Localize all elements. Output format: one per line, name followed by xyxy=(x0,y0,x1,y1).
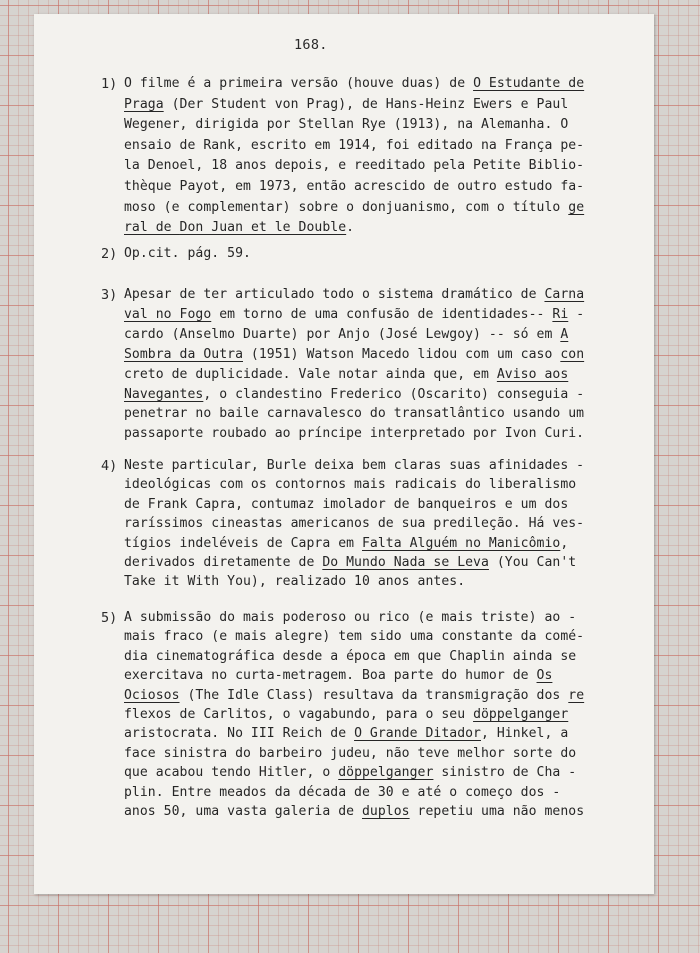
text-run: , o clandestino Frederico (Oscarito) conseguia - xyxy=(203,386,585,402)
text-run: repetiu uma não menos xyxy=(409,804,585,819)
text-run: face sinistra do barbeiro judeu, não teve melhor sorte do xyxy=(124,745,577,761)
footnote-number: 1) xyxy=(101,76,118,92)
text-run: anos 50, uma vasta galeria de xyxy=(124,804,362,819)
footnote-line xyxy=(124,158,584,173)
footnote-line xyxy=(124,347,584,362)
page-number: 168. xyxy=(294,37,328,53)
footnote-line xyxy=(124,387,584,402)
text-run: em torno de uma confusão de identidades-- xyxy=(211,306,553,322)
underlined-title: Sombra da Outra xyxy=(124,346,243,362)
text-run: flexos de Carlitos, o vagabundo, para o seu xyxy=(124,707,474,722)
text-run: mais fraco (e mais alegre) tem sido uma constante da comé- xyxy=(124,629,585,645)
underlined-title: A xyxy=(560,326,569,342)
text-run: passaporte roubado ao príncipe interpretado por Ivon Curi. xyxy=(124,426,585,442)
footnote-line xyxy=(124,688,584,703)
footnote-line xyxy=(124,765,576,780)
text-run: de Frank Capra, contumaz imolador de banqueiros e um dos xyxy=(124,496,569,512)
underlined-title: Navegantes xyxy=(124,386,204,402)
text-run: dia cinematográfica desde a época em que Chaplin ainda se xyxy=(124,648,577,664)
text-run: (You Can't xyxy=(488,555,577,570)
footnote-line xyxy=(124,97,568,112)
underlined-title: Don Juan et le Double xyxy=(179,220,347,236)
footnote-line xyxy=(124,138,584,153)
underlined-title: ral de xyxy=(124,220,180,236)
footnote-number: 2) xyxy=(101,246,118,262)
underlined-title: ge xyxy=(568,199,585,215)
underlined-title: val no Fogo xyxy=(124,306,212,322)
underlined-title: Praga xyxy=(124,96,164,112)
footnote-line xyxy=(124,287,584,302)
footnote-number: 3) xyxy=(101,287,118,303)
footnote-line xyxy=(124,610,576,625)
text-run: , xyxy=(560,535,569,551)
underlined-title: Ri xyxy=(552,306,569,322)
footnote-line xyxy=(124,307,584,322)
footnote-line xyxy=(124,477,576,492)
text-run: Op.cit. pág. 59. xyxy=(124,246,251,261)
text-run: Wegener, dirigida por Stellan Rye (1913), na Alemanha. O xyxy=(124,117,569,133)
footnote-line xyxy=(124,746,576,761)
footnote-line xyxy=(124,574,465,589)
footnote-line xyxy=(124,668,552,683)
text-run: cardo (Anselmo Duarte) por Anjo (José Lewgoy) -- só em xyxy=(124,326,561,342)
underlined-title: Ociosos xyxy=(124,687,180,703)
text-run: derivados diretamente de xyxy=(124,555,323,570)
footnote-line xyxy=(124,76,584,91)
text-run: raríssimos cineastas americanos de sua predileção. Há ves- xyxy=(124,516,585,532)
footnote-line xyxy=(124,516,584,531)
underlined-title: Carna xyxy=(544,287,585,302)
underlined-title: döppelganger xyxy=(473,707,569,722)
footnote-line xyxy=(124,536,568,551)
underlined-title: Aviso aos xyxy=(496,366,569,382)
footnote-line xyxy=(124,426,584,441)
text-run: aristocrata. No III Reich de xyxy=(124,726,355,742)
footnote-line xyxy=(124,220,354,235)
text-run: Take it With You), realizado 10 anos antes. xyxy=(124,574,466,590)
footnote-line xyxy=(124,200,584,215)
footnote-line xyxy=(124,458,584,473)
text-run: ensaio de Rank, escrito em 1914, foi editado na França pe- xyxy=(124,137,585,153)
footnote-line xyxy=(124,367,568,382)
underlined-title: O Estudante de xyxy=(473,76,585,91)
text-run: , Hinkel, a xyxy=(481,726,569,742)
underlined-title: döppelganger xyxy=(338,765,434,781)
text-run: O filme é a primeira versão (houve duas) de xyxy=(124,76,474,91)
underlined-title: Falta Alguém no Manicômio xyxy=(362,535,561,551)
underlined-title: O Grande Ditador xyxy=(354,726,481,742)
text-run: penetrar no baile carnavalesco do transatlântico usando um xyxy=(124,406,585,422)
footnote-number: 4) xyxy=(101,458,118,474)
text-run: . xyxy=(346,220,355,236)
text-run: exercitava no curta-metragem. Boa parte do humor de xyxy=(124,668,537,684)
footnote-line xyxy=(124,555,576,570)
text-run: A submissão do mais poderoso ou rico (e mais triste) ao - xyxy=(124,610,577,625)
text-run: Neste particular, Burle deixa bem claras suas afinidades - xyxy=(124,458,585,473)
underlined-title: Do Mundo Nada se Leva xyxy=(322,555,489,570)
underlined-title: Os xyxy=(536,668,553,684)
footnote-line xyxy=(124,649,576,664)
footnote-line xyxy=(124,629,584,644)
text-run: thèque Payot, em 1973, então acrescido de outro estudo fa- xyxy=(124,179,585,194)
text-run: creto de duplicidade. Vale notar ainda que, em xyxy=(124,366,497,382)
footnote-line xyxy=(124,785,560,800)
underlined-title: duplos xyxy=(362,804,410,819)
text-run: sinistro de Cha - xyxy=(433,765,577,781)
footnote-line xyxy=(124,117,568,132)
text-run: Apesar de ter articulado todo o sistema dramático de xyxy=(124,287,545,302)
footnote-line xyxy=(124,726,568,741)
text-run: (Der Student von Prag), de Hans-Heinz Ewers e Paul xyxy=(163,96,569,112)
footnote-line xyxy=(124,804,584,819)
text-run: ideológicas com os contornos mais radicais do liberalismo xyxy=(124,477,577,493)
text-run: (The Idle Class) resultava da transmigração dos xyxy=(179,687,569,703)
footnote-line xyxy=(124,406,584,421)
text-run: la Denoel, 18 anos depois, e reeditado pela Petite Biblio- xyxy=(124,158,585,174)
footnote-line xyxy=(124,246,251,261)
underlined-title: con xyxy=(560,346,585,362)
footnote-line xyxy=(124,497,568,512)
footnote-line xyxy=(124,179,584,194)
text-run: moso (e complementar) sobre o donjuanismo, com o título xyxy=(124,199,569,215)
text-run: (1951) Watson Macedo lidou com um caso xyxy=(243,346,561,362)
text-run: tígios indeléveis de Capra em xyxy=(124,535,362,551)
footnote-number: 5) xyxy=(101,610,118,626)
footnote-line xyxy=(124,327,568,342)
footnote-line xyxy=(124,707,568,722)
text-run: que acabou tendo Hitler, o xyxy=(124,765,339,781)
text-run: - xyxy=(568,306,585,322)
underlined-title: re xyxy=(568,687,585,703)
text-run: plin. Entre meados da década de 30 e até o começo dos - xyxy=(124,784,561,800)
